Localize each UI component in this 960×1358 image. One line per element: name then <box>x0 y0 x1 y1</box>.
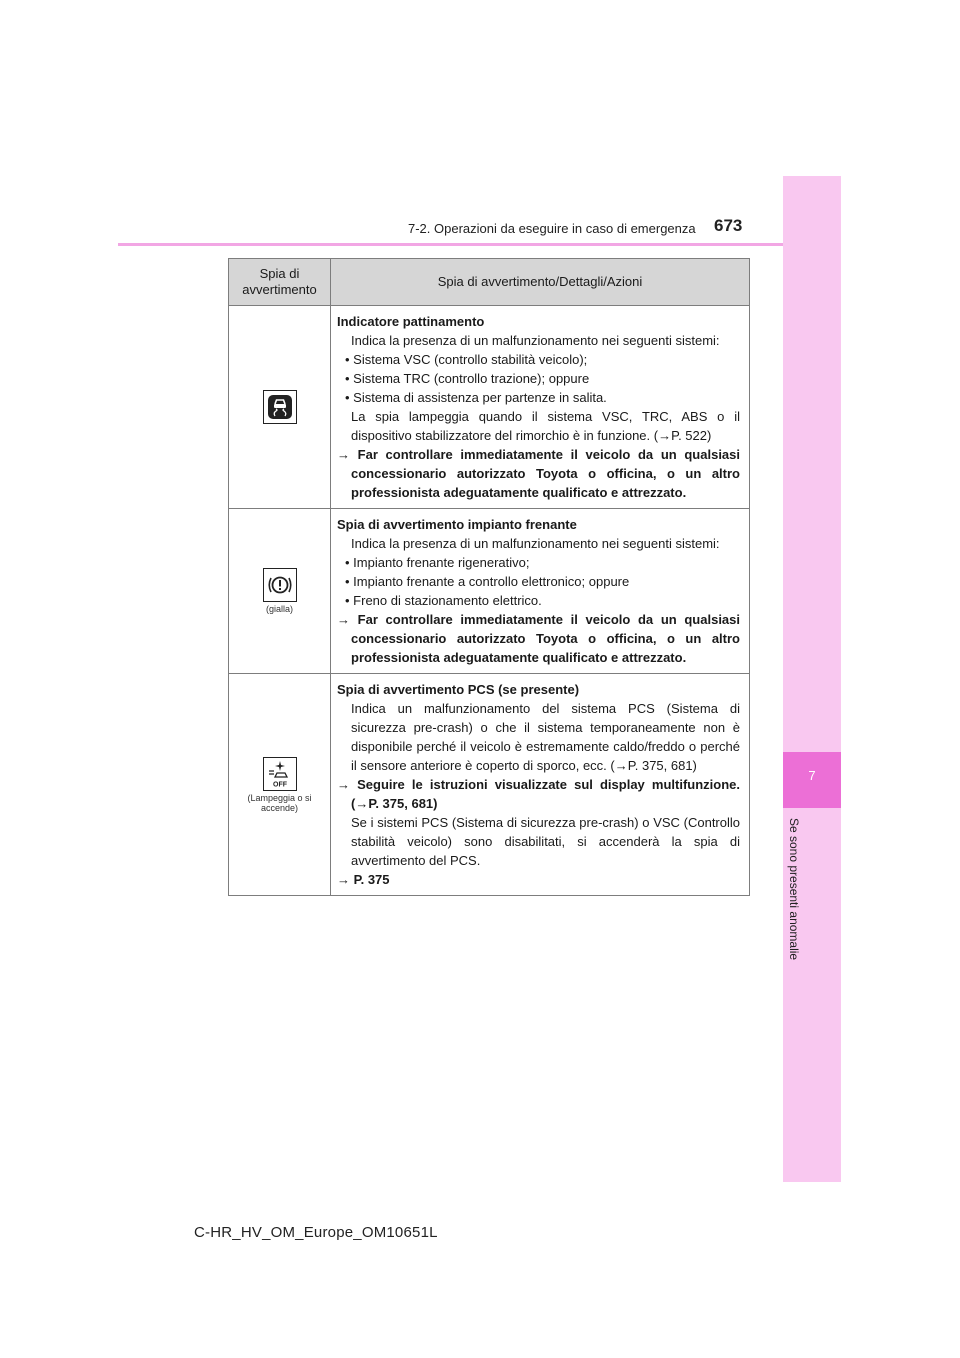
slip-indicator-icon <box>263 390 297 424</box>
row-intro: Indica un malfunzionamento del sistema PCS (Sistema di sicurezza pre-crash) o che il sistema temporaneamente non è disponibile perché il veicolo è estremamente caldo/freddo o perché il sensore anteriore è coperto di sporco, ecc. (→P. 375, 681) <box>351 701 740 773</box>
row-action: → Far controllare immediatamente il veicolo da un qualsiasi concessionario autorizzato Toyota o officina, o un altro professionista adeguatamente qualificato e attrezzato. <box>337 447 740 500</box>
icon-cell <box>229 674 331 896</box>
chapter-label-box <box>787 818 807 988</box>
col-warning-light-header: Spia di avvertimento <box>229 259 331 306</box>
icon-cell <box>229 509 331 674</box>
table-row <box>229 306 750 509</box>
table-header-row <box>229 259 750 306</box>
chapter-number-tab <box>783 752 841 808</box>
warning-light-table <box>228 258 750 896</box>
pcs-off-text: OFF <box>272 781 287 788</box>
row-title: Spia di avvertimento impianto frenante <box>337 517 577 532</box>
row-extra-text: Se i sistemi PCS (Sistema di sicurezza pre-crash) o VSC (Controllo stabilità veicolo) sono disabilitati, si accenderà la spia di avvertimento del PCS. <box>351 815 740 868</box>
header-rule <box>118 243 783 246</box>
row-title: Indicatore pattinamento <box>337 314 485 329</box>
table-row <box>229 674 750 896</box>
table-row <box>229 509 750 674</box>
icon-note: (Lampeggia o si accende) <box>247 792 312 813</box>
icon-cell <box>229 306 331 509</box>
details-cell <box>331 509 750 674</box>
row-action: → Seguire le istruzioni visualizzate sul display multifunzione. (→P. 375, 681) <box>337 777 740 811</box>
chapter-label: Se sono presenti anomalie <box>787 818 801 961</box>
bullet-item: • Freno di stazionamento elettrico. <box>345 593 542 608</box>
details-cell <box>331 306 750 509</box>
bullet-item: • Sistema TRC (controllo trazione); oppure <box>345 371 590 386</box>
document-footer: C-HR_HV_OM_Europe_OM10651L <box>194 1224 438 1241</box>
row-title: Spia di avvertimento PCS (se presente) <box>337 682 580 697</box>
bullet-item: • Impianto frenante a controllo elettronico; oppure <box>345 574 630 589</box>
details-cell <box>331 674 750 896</box>
row-action: → Far controllare immediatamente il veicolo da un qualsiasi concessionario autorizzato Toyota o officina, o un altro professionista adeguatamente qualificato e attrezzato. <box>337 612 740 665</box>
bullet-item: • Impianto frenante rigenerativo; <box>345 555 530 570</box>
page-number: 673 <box>714 216 743 235</box>
pcs-off-icon <box>263 757 297 791</box>
brake-warning-icon <box>263 568 297 602</box>
row-extra-text: La spia lampeggia quando il sistema VSC, TRC, ABS o il dispositivo stabilizzatore del rimorchio è in funzione. (→P. 522) <box>351 409 740 443</box>
bullet-item: • Sistema VSC (controllo stabilità veicolo); <box>345 352 588 367</box>
chapter-number: 7 <box>808 768 816 783</box>
icon-note: (gialla) <box>265 604 293 614</box>
bullet-item: • Sistema di assistenza per partenze in salita. <box>345 390 607 405</box>
chapter-side-tab <box>783 176 841 1182</box>
row-intro: Indica la presenza di un malfunzionamento nei seguenti sistemi: <box>351 536 720 551</box>
section-title: 7-2. Operazioni da eseguire in caso di emergenza <box>408 221 696 236</box>
row-action-ref: → P. 375 <box>337 872 390 887</box>
row-intro: Indica la presenza di un malfunzionamento nei seguenti sistemi: <box>351 333 720 348</box>
col-details-header: Spia di avvertimento/Dettagli/Azioni <box>331 259 750 306</box>
